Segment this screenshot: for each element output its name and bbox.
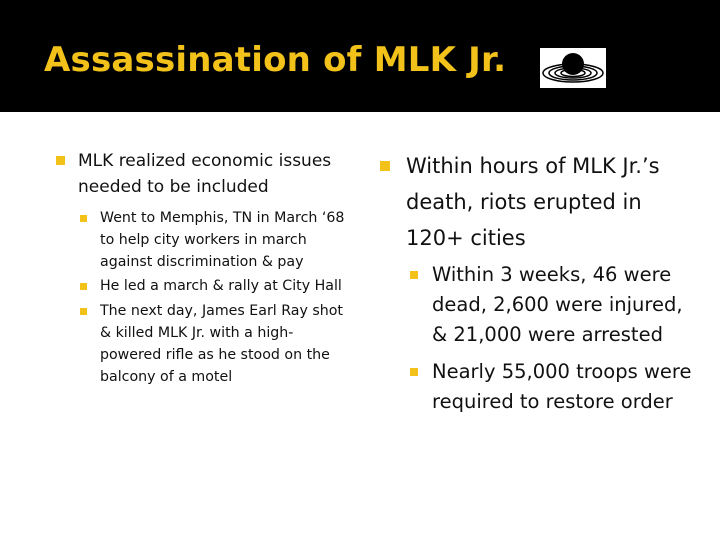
title-bar	[0, 0, 720, 112]
sub-bullet-text: Within 3 weeks, 46 were dead, 2,600 were injured, & 21,000 were arrested	[432, 263, 683, 346]
list-item	[380, 148, 700, 417]
left-column	[50, 148, 350, 391]
sub-bullet-text: He led a march & rally at City Hall	[100, 278, 342, 295]
square-bullet-icon	[410, 368, 418, 376]
bullet-text: Within hours of MLK Jr.’s death, riots erupted in 120+ cities	[406, 154, 660, 250]
list-item	[384, 260, 700, 350]
square-bullet-icon	[380, 161, 390, 171]
sub-bullet-text: The next day, James Earl Ray shot & killed MLK Jr. with a high-powered rifle as he stood on the balcony of a motel	[100, 303, 343, 385]
list-item	[62, 208, 350, 273]
square-bullet-icon	[410, 271, 418, 279]
slide-title: Assassination of MLK Jr.	[44, 40, 507, 80]
right-column	[380, 148, 700, 424]
list-item	[62, 301, 350, 388]
list-item	[384, 357, 700, 417]
square-bullet-icon	[80, 283, 87, 290]
list-item	[62, 276, 350, 298]
square-bullet-icon	[56, 156, 65, 165]
square-bullet-icon	[80, 308, 87, 315]
square-bullet-icon	[80, 215, 87, 222]
bullet-text: MLK realized economic issues needed to be included	[78, 151, 332, 197]
list-item	[50, 148, 350, 388]
target-rings-icon	[540, 48, 606, 88]
sub-bullet-text: Went to Memphis, TN in March ‘68 to help city workers in march against discrimination & pay	[100, 210, 345, 270]
sub-bullet-text: Nearly 55,000 troops were required to restore order	[432, 360, 692, 413]
